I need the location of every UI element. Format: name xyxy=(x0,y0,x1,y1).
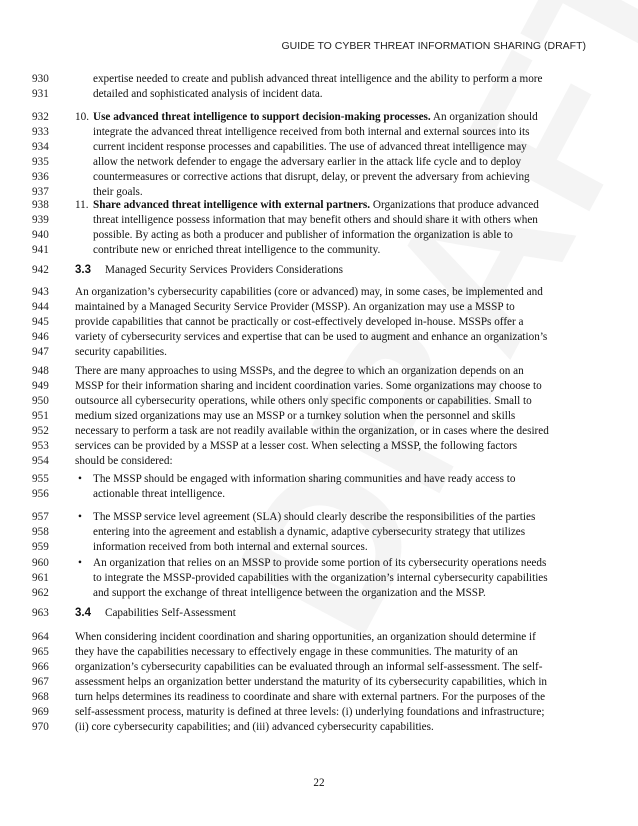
text-line xyxy=(0,87,638,102)
running-header: GUIDE TO CYBER THREAT INFORMATION SHARING (DRAFT) xyxy=(281,40,586,52)
line-number: 964 xyxy=(32,631,49,643)
line-text: threat intelligence possess information that may benefit others and should share it with others when xyxy=(93,214,538,226)
line-text: turn helps determines its readiness to coordinate and share with external partners. For the purposes of the xyxy=(75,691,546,703)
line-number: 960 xyxy=(32,557,49,569)
line-number: 961 xyxy=(32,572,49,584)
text-line xyxy=(0,705,638,720)
line-number: 942 xyxy=(32,264,49,276)
text-line xyxy=(0,510,638,525)
text-line xyxy=(0,213,638,228)
line-number: 945 xyxy=(32,316,49,328)
text-line xyxy=(0,155,638,170)
list-marker: 11. xyxy=(75,199,89,211)
paragraph xyxy=(0,364,638,469)
line-number: 969 xyxy=(32,706,49,718)
line-number: 935 xyxy=(32,156,49,168)
section-heading-3-4 xyxy=(0,604,638,622)
line-text: expertise needed to create and publish advanced threat intelligence and the ability to perform a more xyxy=(93,73,543,85)
line-number: 932 xyxy=(32,111,49,123)
line-text: maintained by a Managed Security Service Provider (MSSP). An organization may use a MSSP to xyxy=(75,301,515,313)
section-heading-3-3 xyxy=(0,261,638,279)
list-item-10 xyxy=(0,110,638,200)
text-line xyxy=(0,364,638,379)
line-number: 941 xyxy=(32,244,49,256)
line-text: assessment helps an organization better understand the maturity of its cybersecurity capabilities, which in xyxy=(75,676,548,688)
line-text: possible. By acting as both a producer and publisher of information the organization is able to xyxy=(93,229,513,241)
line-text: their goals. xyxy=(93,186,143,198)
paragraph xyxy=(0,285,638,360)
bullet-icon: • xyxy=(78,511,82,523)
line-number: 933 xyxy=(32,126,49,138)
line-number: 948 xyxy=(32,365,49,377)
text-line xyxy=(0,315,638,330)
text-line xyxy=(0,630,638,645)
text-line xyxy=(0,424,638,439)
text-line xyxy=(0,439,638,454)
paragraph-continuation xyxy=(0,72,638,102)
text-line xyxy=(0,487,638,502)
line-number: 946 xyxy=(32,331,49,343)
text-line xyxy=(0,540,638,555)
text-line xyxy=(0,525,638,540)
text-line xyxy=(0,72,638,87)
line-number: 937 xyxy=(32,186,49,198)
line-number: 950 xyxy=(32,395,49,407)
text-line xyxy=(0,660,638,675)
bullet-item xyxy=(0,472,638,502)
line-number: 939 xyxy=(32,214,49,226)
line-number: 943 xyxy=(32,286,49,298)
line-text: and support the exchange of threat intelligence between the organization and the MSSP. xyxy=(93,587,486,599)
line-number: 952 xyxy=(32,425,49,437)
line-text: detailed and sophisticated analysis of incident data. xyxy=(93,88,323,100)
text-line xyxy=(0,228,638,243)
line-text: (ii) core cybersecurity capabilities; and (iii) advanced cybersecurity capabilities. xyxy=(75,721,434,733)
text-line xyxy=(0,345,638,360)
line-number: 963 xyxy=(32,607,49,619)
line-number: 936 xyxy=(32,171,49,183)
text-line xyxy=(0,645,638,660)
line-text: organization’s cybersecurity capabilities can be evaluated through an informal self-assessment. The self- xyxy=(75,661,543,673)
text-line xyxy=(0,675,638,690)
text-line xyxy=(0,454,638,469)
line-number: 949 xyxy=(32,380,49,392)
line-number: 965 xyxy=(32,646,49,658)
line-number: 931 xyxy=(32,88,49,100)
line-text: variety of cybersecurity services and expertise that can be used to augment and enhance an organization’s xyxy=(75,331,548,343)
text-line xyxy=(0,472,638,487)
page-number: 22 xyxy=(313,777,325,789)
list-item-11 xyxy=(0,198,638,258)
text-line xyxy=(0,140,638,155)
section-number: 3.3 xyxy=(75,264,91,276)
line-number: 955 xyxy=(32,473,49,485)
line-text: self-assessment process, maturity is defined at three levels: (i) underlying foundations and infrastructure; xyxy=(75,706,545,718)
text-line xyxy=(0,198,638,213)
line-text: MSSP for their information sharing and incident coordination varies. Some organizations may choose to xyxy=(75,380,542,392)
section-title: Managed Security Services Providers Considerations xyxy=(105,264,343,276)
line-number: 934 xyxy=(32,141,49,153)
line-number: 956 xyxy=(32,488,49,500)
line-text: to integrate the MSSP-provided capabilities with the organization’s internal cybersecurity capabilities xyxy=(93,572,548,584)
line-text: Organizations that produce advanced xyxy=(370,199,539,211)
text-line xyxy=(0,110,638,125)
line-text: countermeasures or corrective actions that disrupt, delay, or prevent the adversary from achieving xyxy=(93,171,530,183)
bullet-icon: • xyxy=(78,557,82,569)
section-number: 3.4 xyxy=(75,607,91,619)
bullet-item xyxy=(0,510,638,555)
text-line xyxy=(0,285,638,300)
line-text: information received from both internal and external sources. xyxy=(93,541,368,553)
line-text: security capabilities. xyxy=(75,346,167,358)
line-number: 970 xyxy=(32,721,49,733)
line-number: 962 xyxy=(32,587,49,599)
line-text: outsource all cybersecurity operations, while others only specific components or capabilities. Small to xyxy=(75,395,532,407)
text-line xyxy=(0,556,638,571)
line-text: An organization’s cybersecurity capabilities (core or advanced) may, in some cases, be implemented and xyxy=(75,286,543,298)
line-text: services can be provided by a MSSP at a lesser cost. When selecting a MSSP, the following factors xyxy=(75,440,518,452)
line-text: necessary to perform a task are not readily available within the organization, or in cases where the desired xyxy=(75,425,549,437)
text-line xyxy=(0,170,638,185)
text-line xyxy=(0,409,638,424)
line-number: 954 xyxy=(32,455,49,467)
line-text: An organization that relies on an MSSP to provide some portion of its cybersecurity operations needs xyxy=(93,557,547,569)
line-text: entering into the agreement and establish a dynamic, adaptive cybersecurity strategy that utilizes xyxy=(93,526,526,538)
section-title: Capabilities Self-Assessment xyxy=(105,607,236,619)
line-text: integrate the advanced threat intelligence received from both internal and external sources into its xyxy=(93,126,530,138)
line-text: allow the network defender to engage the adversary earlier in the attack life cycle and to deploy xyxy=(93,156,522,168)
line-number: 947 xyxy=(32,346,49,358)
line-number: 966 xyxy=(32,661,49,673)
paragraph xyxy=(0,630,638,735)
line-text: contribute new or enriched threat intelligence to the community. xyxy=(93,244,381,256)
line-number: 930 xyxy=(32,73,49,85)
bullet-icon: • xyxy=(78,473,82,485)
line-number: 968 xyxy=(32,691,49,703)
line-text: An organization should xyxy=(430,111,538,123)
line-number: 953 xyxy=(32,440,49,452)
line-number: 940 xyxy=(32,229,49,241)
line-number: 951 xyxy=(32,410,49,422)
text-line xyxy=(0,243,638,258)
text-line xyxy=(0,586,638,601)
item-lead-in: Share advanced threat intelligence with external partners. xyxy=(93,199,371,211)
item-lead-in: Use advanced threat intelligence to support decision-making processes. xyxy=(93,111,431,123)
text-line xyxy=(0,720,638,735)
text-line xyxy=(0,379,638,394)
line-text: should be considered: xyxy=(75,455,173,467)
line-number: 938 xyxy=(32,199,49,211)
line-number: 957 xyxy=(32,511,49,523)
line-text: current incident response processes and capabilities. The use of advanced threat intelligence may xyxy=(93,141,527,153)
line-text: provide capabilities that cannot be practically or cost-effectively developed in-house. MSSPs offer a xyxy=(75,316,524,328)
line-text: they have the capabilities necessary to effectively engage in these communities. The maturity of an xyxy=(75,646,518,658)
line-text: actionable threat intelligence. xyxy=(93,488,226,500)
line-text: There are many approaches to using MSSPs, and the degree to which an organization depends on an xyxy=(75,365,524,377)
text-line xyxy=(0,394,638,409)
line-number: 944 xyxy=(32,301,49,313)
bullet-item xyxy=(0,556,638,601)
line-text: When considering incident coordination and sharing opportunities, an organization should determine if xyxy=(75,631,536,643)
line-number: 967 xyxy=(32,676,49,688)
line-number: 958 xyxy=(32,526,49,538)
line-text: The MSSP service level agreement (SLA) should clearly describe the responsibilities of the parties xyxy=(93,511,536,523)
line-text: The MSSP should be engaged with information sharing communities and have ready access to xyxy=(93,473,516,485)
text-line xyxy=(0,690,638,705)
line-number: 959 xyxy=(32,541,49,553)
line-text: medium sized organizations may use an MSSP or a turnkey solution when the personnel and skills xyxy=(75,410,516,422)
text-line xyxy=(0,330,638,345)
list-marker: 10. xyxy=(75,111,89,123)
text-line xyxy=(0,571,638,586)
text-line xyxy=(0,300,638,315)
text-line xyxy=(0,125,638,140)
